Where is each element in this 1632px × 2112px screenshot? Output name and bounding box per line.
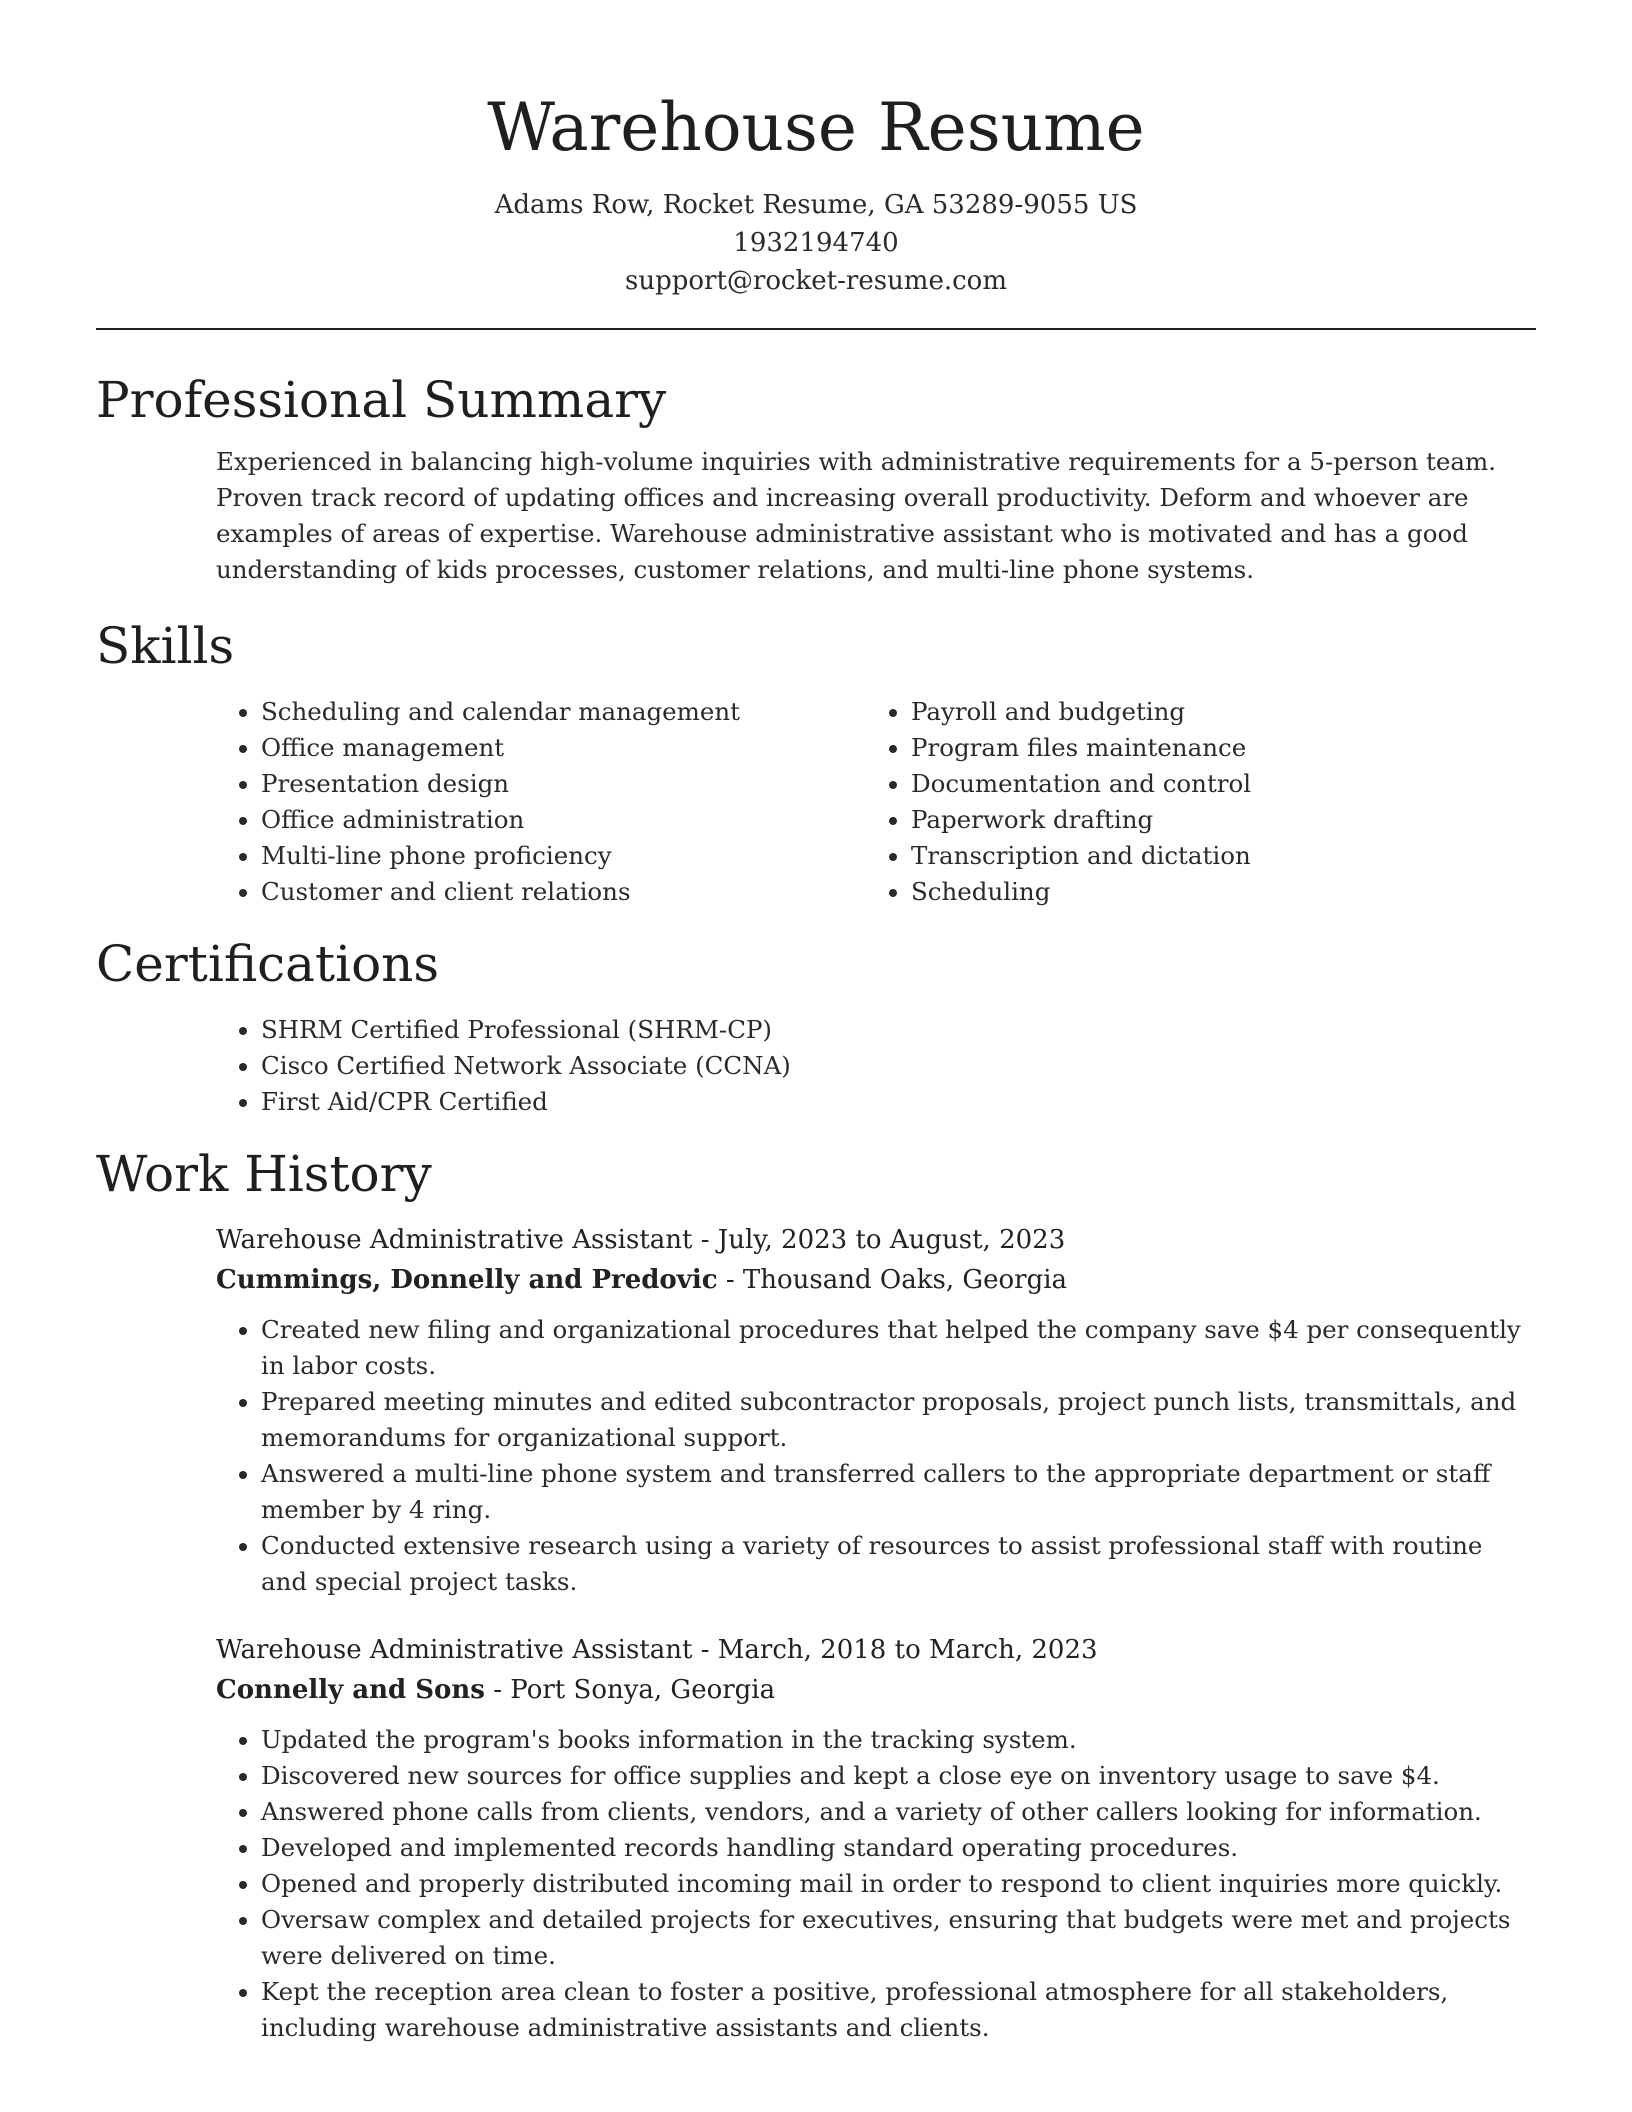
- skill-item: • Customer and client relations: [261, 874, 866, 910]
- job-bullet: • Kept the reception area clean to foster a positive, professional atmosphere for all stakeholders, including warehouse administrative assistants and clients.: [261, 1974, 1536, 2046]
- job-bullet: • Conducted extensive research using a variety of resources to assist professional staff with routine and special project tasks.: [261, 1528, 1536, 1600]
- address: Adams Row, Rocket Resume, GA 53289-9055 US: [494, 190, 1138, 220]
- job-dates: March, 2018 to March, 2023: [717, 1635, 1098, 1665]
- job-bullet: • Discovered new sources for office supplies and kept a close eye on inventory usage to save $4.: [261, 1758, 1536, 1794]
- summary-section: [96, 368, 1536, 588]
- job-bullet: • Prepared meeting minutes and edited subcontractor proposals, project punch lists, transmittals, and memorandums for organizational support.: [261, 1384, 1536, 1456]
- contact-info: [96, 186, 1536, 300]
- job-bullet: • Answered phone calls from clients, vendors, and a variety of other callers looking for information.: [261, 1794, 1536, 1830]
- certification-item: • First Aid/CPR Certified: [261, 1084, 1536, 1120]
- job-bullets: [216, 1312, 1536, 1600]
- job-bullets: [216, 1722, 1536, 2046]
- job-bullet: • Answered a multi-line phone system and transferred callers to the appropriate department or staff member by 4 ring.: [261, 1456, 1536, 1528]
- header-divider: [96, 328, 1536, 330]
- resume-header: [96, 0, 1536, 300]
- skill-item: • Documentation and control: [911, 766, 1536, 802]
- job-company-line: Cummings, Donnelly and Predovic - Thousand Oaks, Georgia: [216, 1265, 1068, 1295]
- job-entry: [216, 1220, 1536, 1600]
- skill-item: • Office management: [261, 730, 866, 766]
- skills-right-list: [866, 694, 1536, 910]
- skill-item: • Scheduling and calendar management: [261, 694, 866, 730]
- certifications-list: [216, 1012, 1536, 1120]
- skills-left-list: [216, 694, 866, 910]
- skill-item: • Office administration: [261, 802, 866, 838]
- work-history-title: Work History: [96, 1145, 432, 1203]
- summary-title: Professional Summary: [96, 371, 667, 429]
- resume-name: Warehouse Resume: [487, 89, 1145, 166]
- skill-item: • Program files maintenance: [911, 730, 1536, 766]
- job-company: Cummings, Donnelly and Predovic: [216, 1265, 718, 1295]
- job-bullet: • Updated the program's books information in the tracking system.: [261, 1722, 1536, 1758]
- skills-columns: [216, 694, 1536, 910]
- job-location: Thousand Oaks, Georgia: [742, 1265, 1068, 1295]
- job-bullet: • Created new filing and organizational procedures that helped the company save $4 per consequently in labor costs.: [261, 1312, 1536, 1384]
- certification-item: • SHRM Certified Professional (SHRM-CP): [261, 1012, 1536, 1048]
- job-title-line: Warehouse Administrative Assistant - July, 2023 to August, 2023: [216, 1225, 1066, 1255]
- job-location: Port Sonya, Georgia: [510, 1675, 776, 1705]
- skill-item: • Transcription and dictation: [911, 838, 1536, 874]
- email: support@rocket-resume.com: [624, 266, 1007, 296]
- job-company-line: Connelly and Sons - Port Sonya, Georgia: [216, 1675, 776, 1705]
- job-bullet: • Oversaw complex and detailed projects for executives, ensuring that budgets were met and projects were delivered on time.: [261, 1902, 1536, 1974]
- certifications-title: Certifications: [96, 935, 440, 993]
- skill-item: • Payroll and budgeting: [911, 694, 1536, 730]
- skill-item: • Scheduling: [911, 874, 1536, 910]
- skill-item: • Paperwork drafting: [911, 802, 1536, 838]
- phone: 1932194740: [733, 228, 899, 258]
- job-title: Warehouse Administrative Assistant: [216, 1225, 693, 1255]
- job-dates: July, 2023 to August, 2023: [717, 1225, 1066, 1255]
- job-bullet: • Opened and properly distributed incoming mail in order to respond to client inquiries more quickly.: [261, 1866, 1536, 1902]
- skills-title: Skills: [96, 617, 235, 675]
- skills-section: [96, 614, 1536, 910]
- job-title: Warehouse Administrative Assistant: [216, 1635, 693, 1665]
- job-bullet: • Developed and implemented records handling standard operating procedures.: [261, 1830, 1536, 1866]
- job-entry: [216, 1630, 1536, 2046]
- skill-item: • Multi-line phone proficiency: [261, 838, 866, 874]
- skill-item: • Presentation design: [261, 766, 866, 802]
- certification-item: • Cisco Certified Network Associate (CCNA): [261, 1048, 1536, 1084]
- job-company: Connelly and Sons: [216, 1675, 485, 1705]
- certifications-section: [96, 932, 1536, 1120]
- job-title-line: Warehouse Administrative Assistant - March, 2018 to March, 2023: [216, 1635, 1098, 1665]
- work-history-section: [96, 1142, 1536, 2046]
- summary-text: Experienced in balancing high-volume inquiries with administrative requirements for a 5-person team. Proven track record of updating offices and increasing overall productivity. Deform and whoever are examples of areas of expertise. Warehouse administrative assistant who is motivated and has a good understanding of kids processes, customer relations, and multi-line phone systems.: [216, 447, 1497, 584]
